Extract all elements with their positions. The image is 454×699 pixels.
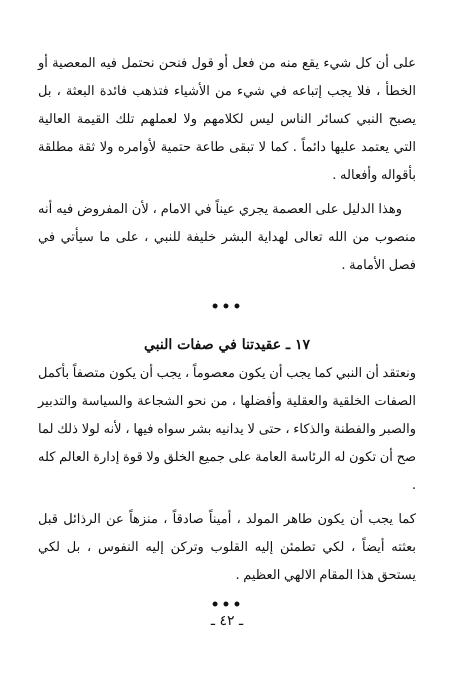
paragraph-3: ونعتقد أن النبي كما يجب أن يكون معصوماً ، يجب أن يكون متصفاً بأكمل الصفات الخلقية والعقلية وأفضلها ، من نحو الشجاعة والسياسة والتدبير والصبر والفطنة والذكاء ، حتى لا يدانيه بشر سواه فيها ، لأنه لولا ذلك لما صح أن تكون له الرئاسة العامة على جميع الخلق ولا قوة إدارة العالم كله . xyxy=(38,366,416,493)
page-number: ـ ٤٢ ـ xyxy=(210,613,244,629)
paragraph-4: كما يجب أن يكون طاهر المولد ، أميناً صادقاً ، منزهاً عن الرذائل قبل بعثته أيضاً ، لكي تطمئن إليه القلوب وتركن إليه النفوس ، بل لكي يستحق هذا المقام الالهي العظيم . xyxy=(38,512,416,583)
section-separator-2: ••• xyxy=(210,597,244,613)
paragraph-2: وهذا الدليل على العصمة يجري عيناً في الامام ، لأن المفروض فيه أنه منصوب من الله تعالى لهداية البشر خليفة للنبي ، على ما سيأتي في فصل الأمامة . xyxy=(38,202,416,273)
section-heading: ١٧ ـ عقيدتنا في صفات النبي xyxy=(144,337,310,353)
paragraph-1: على أن كل شيء يقع منه من فعل أو قول فنحن نحتمل فيه المعصية أو الخطأ ، فلا يجب إتباعه في شيء من الأشياء فتذهب فائدة البعثة ، بل يصبح النبي كسائر الناس ليس لكلامهم ولا لعملهم تلك القيمة العالية التي يعتمد عليها دائماً . كما لا تبقى طاعة حتمية لأوامره ولا ثقة مطلقة بأقواله وأفعاله . xyxy=(38,56,416,183)
section-separator-1: ••• xyxy=(210,299,244,315)
